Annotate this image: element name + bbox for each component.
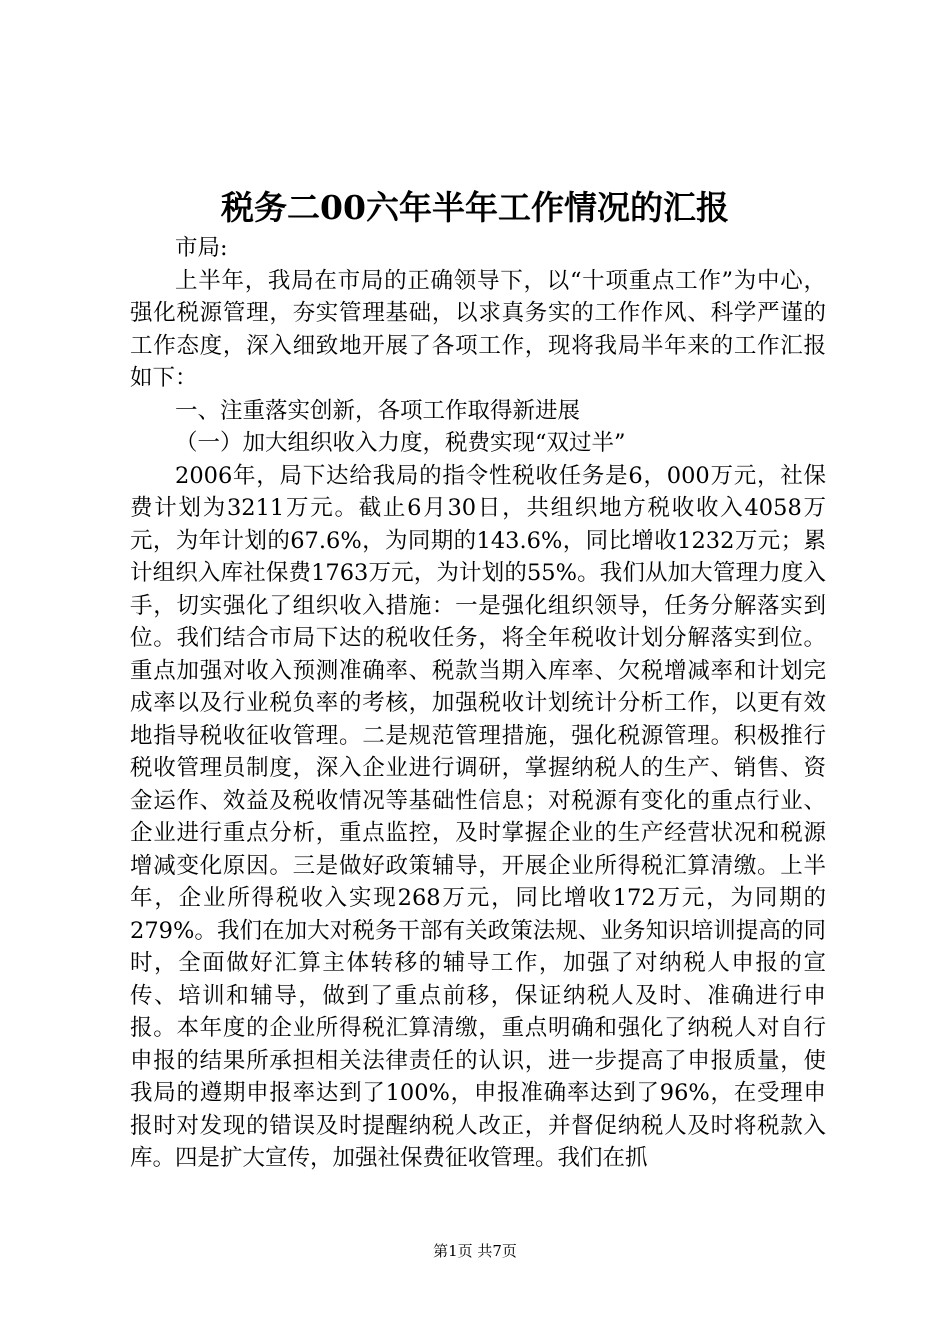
paragraph-main: 2006年，局下达给我局的指令性税收任务是6，000万元，社保费计划为3211万元。截止6月30日，共组织地方税收收入4058万元，为年计划的67.6%，为同期的143.6%，同比增收1232万元；累计组织入库社保费1763万元，为计划的55%。我们从加大管理力度入手，切实强化了组织收入措施：一是强化组织领导，任务分解落实到位。我们结合市局下达的税收任务，将全年税收计划分解落实到位。重点加强对收入预测准确率、税款当期入库率、欠税增减率和计划完成率以及行业税负率的考核，加强税收计划统计分析工作，以更有效地指导税收征收管理。二是规范管理措施，强化税源管理。积极推行税收管理员制度，深入企业进行调研，掌握纳税人的生产、销售、资金运作、效益及税收情况等基础性信息；对税源有变化的重点行业、企业进行重点分析，重点监控，及时掌握企业的生产经营状况和税源增减变化原因。三是做好政策辅导，开展企业所得税汇算清缴。上半年，企业所得税收入实现268万元，同比增收172万元，为同期的279%。我们在加大对税务干部有关政策法规、业务知识培训提高的同时，全面做好汇算主体转移的辅导工作，加强了对纳税人申报的宣传、培训和辅导，做到了重点前移，保证纳税人及时、准确进行申报。本年度的企业所得税汇算清缴，重点明确和强化了纳税人对自行申报的结果所承担相关法律责任的认识，进一步提高了申报质量，使我局的遵期申报率达到了100%，申报准确率达到了96%，在受理申报时对发现的错误及时提醒纳税人改正，并督促纳税人及时将税款入库。四是扩大宣传，加强社保费征收管理。我们在抓 bbox=[130, 462, 826, 1171]
document-title: 税务二00六年半年工作情况的汇报 bbox=[221, 188, 729, 227]
page-indicator: 第1页 共7页 bbox=[433, 1242, 517, 1260]
subsection-heading: （一）加大组织收入力度，税费实现“双过半” bbox=[175, 430, 626, 456]
document-body bbox=[130, 232, 826, 1175]
section-heading: 一、注重落实创新，各项工作取得新进展 bbox=[175, 397, 581, 424]
paragraph-intro: 上半年，我局在市局的正确领导下，以“十项重点工作”为中心，强化税源管理，夯实管理基础，以求真务实的工作作风、科学严谨的工作态度，深入细致地开展了各项工作，现将我局半年来的工作汇报如下： bbox=[130, 267, 826, 391]
salutation: 市局: bbox=[175, 235, 228, 261]
